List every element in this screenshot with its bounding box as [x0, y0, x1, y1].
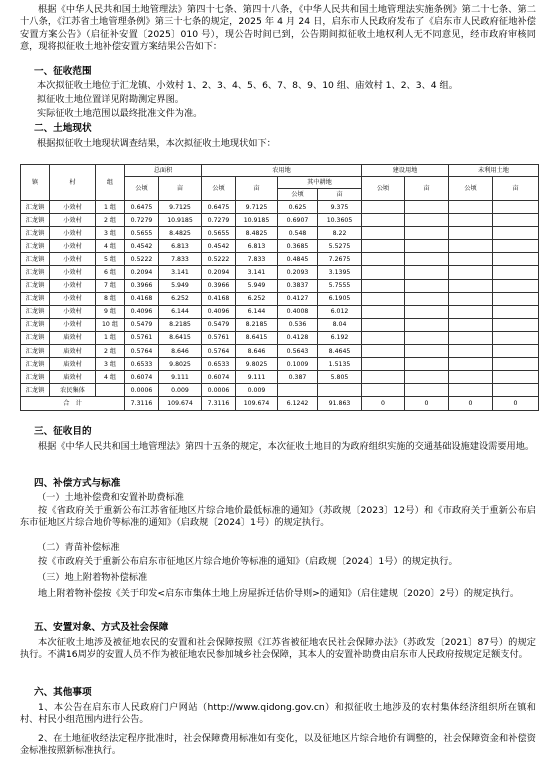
- header-agricultural-land: 农用地: [202, 165, 362, 177]
- table-cell: 0.5764: [125, 345, 159, 358]
- table-cell: 5.949: [159, 279, 202, 292]
- header-unit-ha: 公顷: [449, 177, 493, 201]
- section-2-title: 二、土地现状: [34, 123, 92, 134]
- table-cell: 0.3685: [278, 240, 318, 253]
- table-cell: 0.536: [278, 318, 318, 331]
- table-cell: 7.2675: [318, 253, 362, 266]
- table-cell: 汇龙镇: [21, 384, 50, 397]
- table-cell: [405, 384, 449, 397]
- table-row: [21, 214, 539, 227]
- table-cell: [405, 305, 449, 318]
- section-6-text-1: 1、本公告在启东市人民政府门户网站（http://www.qidong.gov.cn）和拟征收土地涉及的农村集体经济组织所在镇和村、村民小组范围内进行公告。: [20, 702, 536, 726]
- table-row: [21, 240, 539, 253]
- table-cell: 9.7125: [159, 201, 202, 214]
- table-cell: [449, 214, 493, 227]
- table-cell: 10.3605: [318, 214, 362, 227]
- table-cell: 小效村: [50, 240, 96, 253]
- table-cell: [96, 384, 125, 397]
- table-cell: [493, 371, 539, 384]
- table-cell: 小效村: [50, 292, 96, 305]
- table-cell: 0.009: [236, 384, 278, 397]
- table-cell: 0.5222: [202, 253, 236, 266]
- table-cell: 小效村: [50, 305, 96, 318]
- table-cell: [449, 305, 493, 318]
- table-cell: [405, 253, 449, 266]
- table-cell: [493, 292, 539, 305]
- header-unit-ha: 公顷: [202, 177, 236, 201]
- table-cell: 6.1905: [318, 292, 362, 305]
- section-2-lead: 根据拟征收土地现状调查结果，本次拟征收土地现状如下：: [37, 138, 276, 149]
- table-cell: [405, 318, 449, 331]
- table-cell: 7.833: [159, 253, 202, 266]
- table-cell: [405, 292, 449, 305]
- table-cell: 8.6415: [159, 331, 202, 344]
- section-1-title: 一、征收范围: [34, 66, 92, 77]
- table-cell: 1 组: [96, 201, 125, 214]
- table-cell: 10 组: [96, 318, 125, 331]
- table-cell: 0.4168: [202, 292, 236, 305]
- table-cell: 小效村: [50, 266, 96, 279]
- table-cell: 0.5655: [202, 227, 236, 240]
- table-cell: 汇龙镇: [21, 318, 50, 331]
- section-4-text-1: 按《省政府关于重新公布江苏省征地区片综合地价最低标准的通知》（苏政规〔2023〕12号）和《市政府关于重新公布启东市征地区片综合地价等标准的通知》（启政规〔2024〕1号）的规定执行。: [20, 505, 536, 529]
- table-cell: [362, 384, 405, 397]
- table-cell: [362, 240, 405, 253]
- header-unused-land: 未利用土地: [449, 165, 539, 177]
- header-cultivated-land: 其中耕地: [278, 177, 362, 189]
- table-cell: 4 组: [96, 240, 125, 253]
- table-cell: 汇龙镇: [21, 358, 50, 371]
- table-cell: 小效村: [50, 201, 96, 214]
- table-cell: 0.4168: [125, 292, 159, 305]
- table-cell: [318, 384, 362, 397]
- table-cell: 0.1009: [278, 358, 318, 371]
- table-cell: 8.4825: [236, 227, 278, 240]
- table-row: [21, 292, 539, 305]
- table-cell: [405, 227, 449, 240]
- table-cell: [449, 345, 493, 358]
- table-cell: 0.625: [278, 201, 318, 214]
- table-row: [21, 371, 539, 384]
- table-row: [21, 384, 539, 397]
- table-cell: 0.4096: [125, 305, 159, 318]
- table-cell: 0.2094: [202, 266, 236, 279]
- table-cell: [405, 214, 449, 227]
- table-cell: 3.141: [236, 266, 278, 279]
- table-cell: 9.375: [318, 201, 362, 214]
- table-cell: 0.387: [278, 371, 318, 384]
- table-cell: 0.6475: [202, 201, 236, 214]
- section-1-line-1: 本次拟征收土地位于汇龙镇、小效村 1、2、3、4、5、6、7、8、9、10 组、庙效村 1、2、3、4 组。: [37, 80, 458, 91]
- table-cell: 庙效村: [50, 358, 96, 371]
- table-cell: 0.5764: [202, 345, 236, 358]
- header-unit-mu: 亩: [159, 177, 202, 201]
- table-cell: 1 组: [96, 331, 125, 344]
- section-5-text: 本次征收土地涉及被征地农民的安置和社会保障按照《江苏省被征地农民社会保障办法》（苏政发〔2021〕87号）的规定执行。不满16周岁的安置人员不作为被征地农民参加城乡社会保障，其本人的安置补助费由启东市人民政府按规定足额支付。: [20, 637, 536, 661]
- section-3-title: 三、征收目的: [34, 426, 92, 437]
- table-cell: 庙效村: [50, 345, 96, 358]
- table-cell: 小效村: [50, 227, 96, 240]
- table-cell: [405, 345, 449, 358]
- table-cell: 汇龙镇: [21, 345, 50, 358]
- table-cell: 汇龙镇: [21, 240, 50, 253]
- total-cell: 0: [405, 397, 449, 410]
- table-cell: 0.6533: [202, 358, 236, 371]
- total-cell: 0: [362, 397, 405, 410]
- table-cell: 0.7279: [202, 214, 236, 227]
- table-cell: [362, 214, 405, 227]
- land-status-table: [20, 164, 539, 411]
- table-cell: 农民集体: [50, 384, 96, 397]
- table-cell: [362, 345, 405, 358]
- table-cell: [449, 266, 493, 279]
- table-cell: [362, 305, 405, 318]
- table-cell: 汇龙镇: [21, 279, 50, 292]
- table-cell: 0.4542: [202, 240, 236, 253]
- header-unit-ha: 公顷: [278, 189, 318, 201]
- table-cell: 9.8025: [236, 358, 278, 371]
- table-cell: 0.5479: [202, 318, 236, 331]
- table-cell: 8.04: [318, 318, 362, 331]
- table-cell: 1.5135: [318, 358, 362, 371]
- table-cell: [362, 358, 405, 371]
- total-cell: 6.1242: [278, 397, 318, 410]
- total-cell: 91.863: [318, 397, 362, 410]
- table-cell: 0.5655: [125, 227, 159, 240]
- table-cell: 0.548: [278, 227, 318, 240]
- table-cell: 0.6074: [202, 371, 236, 384]
- table-cell: 0.4128: [278, 331, 318, 344]
- table-cell: 0.7279: [125, 214, 159, 227]
- table-cell: [493, 201, 539, 214]
- table-cell: 2 组: [96, 214, 125, 227]
- total-cell: 109.674: [236, 397, 278, 410]
- table-cell: 0.6533: [125, 358, 159, 371]
- table-cell: 小效村: [50, 253, 96, 266]
- table-cell: [493, 266, 539, 279]
- table-cell: [449, 227, 493, 240]
- section-4-text-3: 地上附着物补偿按《关于印发<启东市集体土地上房屋拆迁估价导则>的通知》（启住建规〔2020〕2号）的规定执行。: [38, 588, 520, 599]
- table-cell: [449, 371, 493, 384]
- table-cell: 0.5761: [125, 331, 159, 344]
- table-cell: 8.2185: [159, 318, 202, 331]
- table-cell: 0.6074: [125, 371, 159, 384]
- section-4-sub-3: （三）地上附着物补偿标准: [37, 572, 148, 583]
- table-total-row: [21, 397, 539, 410]
- table-cell: [493, 240, 539, 253]
- table-cell: 6 组: [96, 266, 125, 279]
- table-cell: 8.22: [318, 227, 362, 240]
- table-cell: 汇龙镇: [21, 253, 50, 266]
- section-1-line-3: 实际征收土地范围以最终批准文件为准。: [37, 108, 203, 119]
- table-cell: 汇龙镇: [21, 331, 50, 344]
- header-unit-ha: 公顷: [362, 177, 405, 201]
- table-cell: 8.6415: [236, 331, 278, 344]
- table-cell: 8.646: [236, 345, 278, 358]
- section-4-text-2: 按《市政府关于重新公布启东市征地区片综合地价等标准的通知》（启政规〔2024〕1号）的规定执行。: [38, 556, 458, 567]
- table-cell: [362, 318, 405, 331]
- table-cell: [362, 201, 405, 214]
- table-row: [21, 266, 539, 279]
- table-cell: 0.5761: [202, 331, 236, 344]
- section-6-text-2: 2、在土地征收经法定程序批准时，社会保障费用标准如有变化，以及征地区片综合地价有调整的，社会保障资金和补偿资金标准按照新标准执行。: [20, 733, 536, 757]
- table-cell: 6.813: [159, 240, 202, 253]
- table-cell: 6.252: [236, 292, 278, 305]
- table-row: [21, 279, 539, 292]
- table-cell: 3 组: [96, 227, 125, 240]
- table-cell: [362, 279, 405, 292]
- section-6-title: 六、其他事项: [34, 687, 92, 698]
- table-cell: 0.009: [159, 384, 202, 397]
- table-cell: 0.6907: [278, 214, 318, 227]
- table-cell: [449, 292, 493, 305]
- table-cell: 8.4825: [159, 227, 202, 240]
- table-cell: [405, 266, 449, 279]
- table-cell: 汇龙镇: [21, 371, 50, 384]
- table-cell: [405, 240, 449, 253]
- table-row: [21, 358, 539, 371]
- table-cell: [493, 345, 539, 358]
- table-cell: 5.949: [236, 279, 278, 292]
- table-cell: 6.252: [159, 292, 202, 305]
- total-cell: 109.674: [159, 397, 202, 410]
- table-cell: 0.4845: [278, 253, 318, 266]
- table-cell: 汇龙镇: [21, 292, 50, 305]
- table-cell: 0.4127: [278, 292, 318, 305]
- table-cell: [449, 384, 493, 397]
- table-cell: 8 组: [96, 292, 125, 305]
- table-cell: 7 组: [96, 279, 125, 292]
- table-cell: [493, 384, 539, 397]
- table-row: [21, 305, 539, 318]
- table-cell: [405, 201, 449, 214]
- table-cell: 汇龙镇: [21, 266, 50, 279]
- table-cell: [449, 240, 493, 253]
- table-row: [21, 227, 539, 240]
- total-cell: 0: [493, 397, 539, 410]
- header-village: 村: [50, 165, 96, 201]
- table-cell: 6.144: [159, 305, 202, 318]
- table-cell: [449, 331, 493, 344]
- table-cell: [278, 384, 318, 397]
- table-cell: 5 组: [96, 253, 125, 266]
- table-cell: 0.2094: [125, 266, 159, 279]
- table-cell: [405, 358, 449, 371]
- table-cell: [362, 227, 405, 240]
- total-cell: 7.3116: [125, 397, 159, 410]
- table-cell: [405, 279, 449, 292]
- table-cell: [405, 371, 449, 384]
- table-cell: 9 组: [96, 305, 125, 318]
- table-cell: 庙效村: [50, 331, 96, 344]
- table-cell: 0.0006: [125, 384, 159, 397]
- table-cell: 6.813: [236, 240, 278, 253]
- table-row: [21, 318, 539, 331]
- table-cell: 4 组: [96, 371, 125, 384]
- header-group: 组: [96, 165, 125, 201]
- table-cell: 5.805: [318, 371, 362, 384]
- table-cell: [493, 253, 539, 266]
- table-cell: [493, 318, 539, 331]
- table-cell: 庙效村: [50, 371, 96, 384]
- table-cell: 5.7555: [318, 279, 362, 292]
- header-unit-mu: 亩: [236, 177, 278, 201]
- table-cell: 7.833: [236, 253, 278, 266]
- table-cell: 0.5479: [125, 318, 159, 331]
- table-cell: [362, 331, 405, 344]
- table-cell: 0.6475: [125, 201, 159, 214]
- table-cell: [493, 214, 539, 227]
- header-unit-mu: 亩: [405, 177, 449, 201]
- table-row: [21, 201, 539, 214]
- table-row: [21, 345, 539, 358]
- header-town: 镇: [21, 165, 50, 201]
- table-cell: 0.3966: [125, 279, 159, 292]
- table-cell: [449, 318, 493, 331]
- table-cell: 2 组: [96, 345, 125, 358]
- table-cell: 0.0006: [202, 384, 236, 397]
- table-cell: 6.144: [236, 305, 278, 318]
- table-cell: 5.5275: [318, 240, 362, 253]
- table-cell: [362, 266, 405, 279]
- table-cell: [449, 253, 493, 266]
- table-cell: 小效村: [50, 214, 96, 227]
- table-cell: [449, 279, 493, 292]
- table-cell: 0.5643: [278, 345, 318, 358]
- table-cell: 汇龙镇: [21, 214, 50, 227]
- table-row: [21, 253, 539, 266]
- table-cell: [449, 201, 493, 214]
- table-cell: 8.646: [159, 345, 202, 358]
- section-4-sub-1: （一）土地补偿费和安置补助费标准: [37, 492, 184, 503]
- table-cell: 汇龙镇: [21, 201, 50, 214]
- table-cell: [405, 331, 449, 344]
- table-cell: [493, 279, 539, 292]
- total-label: 合 计: [21, 397, 125, 410]
- table-cell: [493, 305, 539, 318]
- intro-paragraph: 根据《中华人民共和国土地管理法》第四十七条、第四十八条，《中华人民共和国土地管理法实施条例》第二十七条、第二十八条，《江苏省土地管理条例》第三十七条的规定，2025 年 4 月 24 日，启东市人民政府发布了《启东市人民政府征地补偿安置方案公告》（启征补安置〔2025〕010 号），现公告时间已到，公告期间拟征收土地权利人无不同意见，经市政府审核同意，现将拟征收土地补偿安置方案结果公告如下：: [20, 4, 536, 53]
- table-cell: 9.111: [159, 371, 202, 384]
- table-cell: 3.141: [159, 266, 202, 279]
- table-cell: [362, 292, 405, 305]
- header-unit-mu: 亩: [493, 177, 539, 201]
- table-cell: 0.5222: [125, 253, 159, 266]
- table-cell: 9.7125: [236, 201, 278, 214]
- table-cell: 3.1395: [318, 266, 362, 279]
- table-cell: 小效村: [50, 318, 96, 331]
- table-cell: 3 组: [96, 358, 125, 371]
- table-cell: 0.4542: [125, 240, 159, 253]
- table-cell: 8.4645: [318, 345, 362, 358]
- section-4-title: 四、补偿方式与标准: [34, 478, 121, 489]
- table-cell: [449, 358, 493, 371]
- section-5-title: 五、安置对象、方式及社会保障: [34, 622, 169, 633]
- table-cell: 6.192: [318, 331, 362, 344]
- table-cell: 汇龙镇: [21, 227, 50, 240]
- total-cell: 7.3116: [202, 397, 236, 410]
- table-cell: 汇龙镇: [21, 305, 50, 318]
- table-cell: 9.111: [236, 371, 278, 384]
- table-row: [21, 331, 539, 344]
- header-construction-land: 建设用地: [362, 165, 449, 177]
- table-cell: [493, 331, 539, 344]
- table-cell: 0.4096: [202, 305, 236, 318]
- table-cell: 8.2185: [236, 318, 278, 331]
- section-3-text: 根据《中华人民共和国土地管理法》第四十五条的规定，本次征收土地目的为政府组织实施的交通基础设施建设需要用地。: [38, 441, 535, 452]
- section-1-line-2: 拟征收土地位置详见附勘测定界图。: [37, 94, 184, 105]
- table-cell: 6.012: [318, 305, 362, 318]
- header-unit-mu: 亩: [318, 189, 362, 201]
- table-cell: [362, 253, 405, 266]
- table-cell: [362, 371, 405, 384]
- table-cell: [493, 358, 539, 371]
- table-cell: 小效村: [50, 279, 96, 292]
- table-cell: 0.3837: [278, 279, 318, 292]
- table-cell: 0.4008: [278, 305, 318, 318]
- table-cell: 10.9185: [159, 214, 202, 227]
- total-cell: 0: [449, 397, 493, 410]
- table-cell: 0.2093: [278, 266, 318, 279]
- table-cell: 10.9185: [236, 214, 278, 227]
- table-cell: [493, 227, 539, 240]
- section-4-sub-2: （二）青苗补偿标准: [37, 542, 120, 553]
- table-cell: 0.3966: [202, 279, 236, 292]
- header-unit-ha: 公顷: [125, 177, 159, 201]
- header-total-area: 总面积: [125, 165, 202, 177]
- table-cell: 9.8025: [159, 358, 202, 371]
